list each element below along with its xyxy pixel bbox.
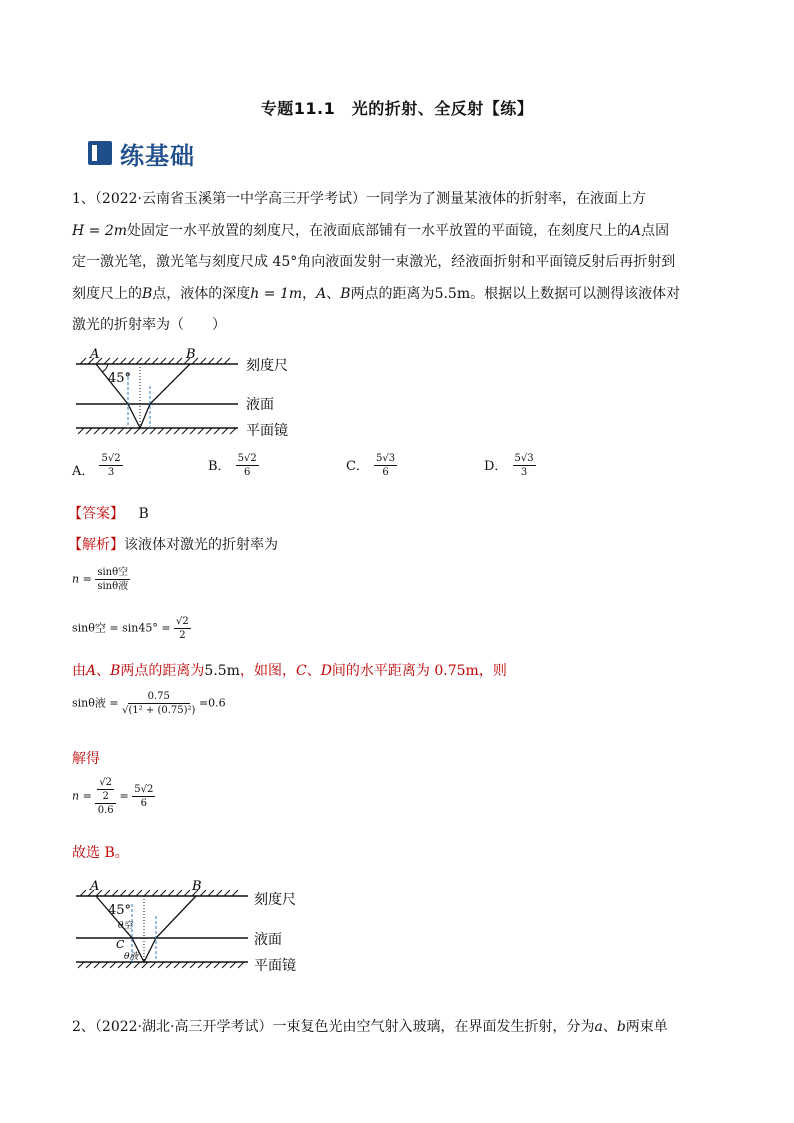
- analysis-label: 【解析】: [68, 537, 124, 553]
- eq4-inner-den: 2: [102, 791, 109, 802]
- eq3-rhs: =0.6: [198, 696, 226, 710]
- equation-2: [72, 615, 191, 642]
- option-B-den: 6: [244, 467, 251, 478]
- solve-label: 解得: [72, 751, 100, 767]
- q1-line5: 激光的折射率为（ ）: [72, 317, 226, 333]
- question-1: 1、（2022·云南省玉溪第一中学高三开学考试）一同学为了测量某液体的折射率，在液面上方 H = 2m处固定一水平放置的刻度尺，在液面底部铺有一水平放置的平面镜，在刻度尺上的A点固 定一激光笔，激光笔与刻度尺成 45°角向液面发射一束激光，经液面折射和平面镜反射后再折射到 刻度尺上的B点，液体的深度h = 1m，A、B两点的距离为5.5m。根据以上数据可以测得该液体对 激光的折射率为（ ）: [72, 184, 732, 342]
- diagram2-label-B: B: [192, 879, 202, 894]
- eq1-num: sinθ空: [97, 567, 129, 578]
- eq2-den: 2: [179, 630, 186, 641]
- q2-source: （2022·湖北·高三开学考试）: [94, 1019, 273, 1035]
- option-A[interactable]: [72, 452, 123, 479]
- eq3-lhs: sinθ液 =: [72, 696, 119, 710]
- conclusion: 故选 B。: [72, 845, 129, 861]
- q1-line4a: 刻度尺上的: [72, 285, 142, 302]
- diagram1-angle: 45°: [108, 371, 132, 386]
- option-A-num: 5√2: [101, 453, 121, 464]
- answer-line: [68, 503, 149, 523]
- diagram-2: [68, 876, 318, 980]
- option-B-num: 5√2: [237, 453, 257, 464]
- diagram2-mirror-label: 平面镜: [254, 958, 296, 974]
- option-D-letter: D．: [484, 459, 508, 474]
- q1-line2: 处固定一水平放置的刻度尺，在液面底部铺有一水平放置的平面镜，在刻度尺上的: [127, 222, 632, 239]
- red-point-C: C: [295, 663, 307, 679]
- analysis-line: [68, 534, 278, 554]
- diagram-1: [68, 344, 308, 444]
- eq1-den: sinθ液: [97, 581, 129, 592]
- option-D[interactable]: [484, 452, 536, 479]
- red-point-B: B: [110, 663, 121, 679]
- option-C[interactable]: [346, 452, 397, 479]
- question-2: 2、（2022·湖北·高三开学考试）一束复色光由空气射入玻璃，在界面发生折射，分为a、b两束单: [72, 1019, 668, 1035]
- eq4-lhs: n =: [72, 789, 92, 803]
- red-point-D: D: [320, 663, 332, 679]
- option-A-letter: A．: [72, 464, 95, 479]
- q1-line2b: 点固: [641, 222, 670, 239]
- q1-line4e: 两点的距离为: [350, 285, 435, 302]
- q2-mid: 、: [602, 1019, 617, 1035]
- eq4-rhs-den: 6: [140, 798, 147, 809]
- diagram2-liquid-label: 液面: [254, 932, 282, 948]
- red-a: 由: [72, 663, 86, 679]
- red-b: 两点的距离为: [120, 663, 205, 679]
- diagram1-liquid-label: 液面: [246, 397, 274, 413]
- equation-3: [72, 690, 226, 717]
- q1-point-B-2: B: [340, 285, 351, 302]
- option-C-letter: C．: [346, 459, 369, 474]
- option-D-den: 3: [520, 467, 528, 478]
- option-A-den: 3: [107, 467, 115, 478]
- answer-label: 【答案】: [68, 506, 124, 522]
- diagram1-ruler-label: 刻度尺: [246, 358, 288, 374]
- q2-end: 两束单: [625, 1019, 668, 1035]
- diagram1-mirror-label: 平面镜: [246, 423, 288, 439]
- diagram2-theta-liq: θ液: [124, 952, 139, 962]
- q1-line4d: 、: [326, 285, 341, 302]
- eq2-num: √2: [176, 616, 189, 627]
- diagram2-ruler-label: 刻度尺: [254, 892, 296, 908]
- eq4-den: 0.6: [97, 805, 114, 816]
- eq3-den: √(1² + (0.75)²): [122, 705, 196, 716]
- diagram2-label-C: C: [116, 938, 125, 951]
- q1-h-expr: h = 1m: [250, 285, 303, 302]
- option-B[interactable]: [208, 452, 259, 479]
- diagram1-label-B: B: [186, 347, 196, 362]
- equation-4: n = $\frac{\frac{√2}{2}}{0.6}$ = $\frac{5√2}{6}$: [72, 777, 154, 816]
- option-C-num: 5√3: [376, 453, 396, 464]
- q1-point-B: B: [142, 285, 153, 302]
- q1-number: 1: [72, 191, 81, 207]
- q1-source: （2022·云南省玉溪第一中学高三开学考试）: [94, 191, 366, 207]
- option-C-den: 6: [382, 467, 389, 478]
- q2-text: 一束复色光由空气射入玻璃，在界面发生折射，分为: [272, 1019, 595, 1035]
- q1-line1: 一同学为了测量某液体的折射率，在液面上方: [366, 191, 646, 207]
- red-c: ，如图，: [239, 663, 296, 679]
- option-B-letter: B．: [208, 459, 231, 474]
- q1-line4b: 点，液体的深度: [152, 285, 251, 302]
- q1-H-expr: H = 2m: [72, 222, 128, 239]
- red-dist: 5.5m: [204, 663, 240, 679]
- answer-value: B: [138, 506, 149, 522]
- diagram1-label-A: A: [90, 347, 100, 362]
- eq2-lhs: sinθ空 = sin45° =: [72, 621, 171, 635]
- q1-line3: 定一激光笔，激光笔与刻度尺成 45°角向液面发射一束激光，经液面折射和平面镜反射后再折射到: [72, 254, 676, 270]
- equation-1: [72, 566, 130, 593]
- q2-a: a: [594, 1019, 603, 1035]
- section-header: [88, 136, 195, 170]
- eq4-rhs-num: 5√2: [134, 784, 154, 795]
- section-label: 练基础: [120, 141, 195, 170]
- red-point-A: A: [86, 663, 97, 679]
- eq1-lhs: n =: [72, 572, 92, 586]
- option-D-num: 5√3: [514, 453, 534, 464]
- q1-line4f: 。根据以上数据可以测得该液体对: [470, 285, 681, 302]
- red-explanation: 由A、B两点的距离为5.5m，如图，C、D间的水平距离为 0.75m，则: [72, 663, 507, 679]
- page-title: 专题11.1 光的折射、全反射【练】: [260, 99, 534, 118]
- book-icon: [88, 141, 112, 165]
- diagram2-theta-air: θ空: [118, 921, 133, 931]
- q2-b: b: [616, 1019, 626, 1035]
- analysis-text: 该液体对激光的折射率为: [124, 537, 278, 553]
- diagram2-angle: 45°: [108, 903, 132, 918]
- diagram2-label-A: A: [90, 879, 100, 894]
- q1-point-A-2: A: [316, 285, 327, 302]
- q1-line4c: ，: [302, 285, 317, 302]
- eq4-inner-num: √2: [99, 777, 113, 788]
- red-d: 间的水平距离为 0.75m，则: [331, 663, 507, 679]
- q2-number: 2: [72, 1019, 81, 1035]
- q1-point-A: A: [631, 222, 642, 239]
- q1-dist: 5.5m: [434, 285, 471, 302]
- eq3-num: 0.75: [128, 690, 190, 704]
